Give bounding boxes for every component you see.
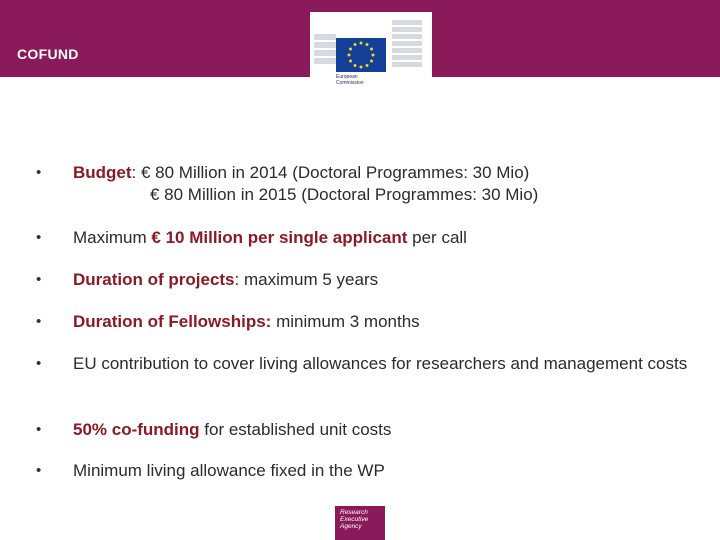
list-item-living-allowance: Minimum living allowance fixed in the WP xyxy=(73,461,385,480)
bullet-marker: • xyxy=(36,164,42,181)
list-item-co-funding: 50% co-funding for established unit costs xyxy=(73,420,392,439)
bullet-marker: • xyxy=(36,271,42,288)
bullet-marker: • xyxy=(36,355,42,372)
list-item-budget: Budget: € 80 Million in 2014 (Doctoral Programmes: 30 Mio) € 80 Million in 2015 (Doctoral Programmes: 30 Mio) xyxy=(73,163,539,204)
rea-logo-text: Research Executive Agency xyxy=(340,509,369,530)
slide-title: COFUND xyxy=(17,46,79,62)
bullet-marker: • xyxy=(36,462,42,479)
list-item-maximum: Maximum € 10 Million per single applicant per call xyxy=(73,228,467,247)
bullet-marker: • xyxy=(36,229,42,246)
european-commission-logo xyxy=(310,12,432,98)
ec-building-icon xyxy=(310,12,432,98)
bullet-marker: • xyxy=(36,313,42,330)
list-item-duration-projects: Duration of projects: maximum 5 years xyxy=(73,270,379,289)
list-item-duration-fellowships: Duration of Fellowships: minimum 3 months xyxy=(73,312,420,331)
research-executive-agency-logo xyxy=(335,506,385,540)
list-item-eu-contribution: EU contribution to cover living allowances for researchers and management costs xyxy=(73,354,688,373)
bullet-marker: • xyxy=(36,421,42,438)
ec-logo-label: European Commission xyxy=(336,74,364,86)
